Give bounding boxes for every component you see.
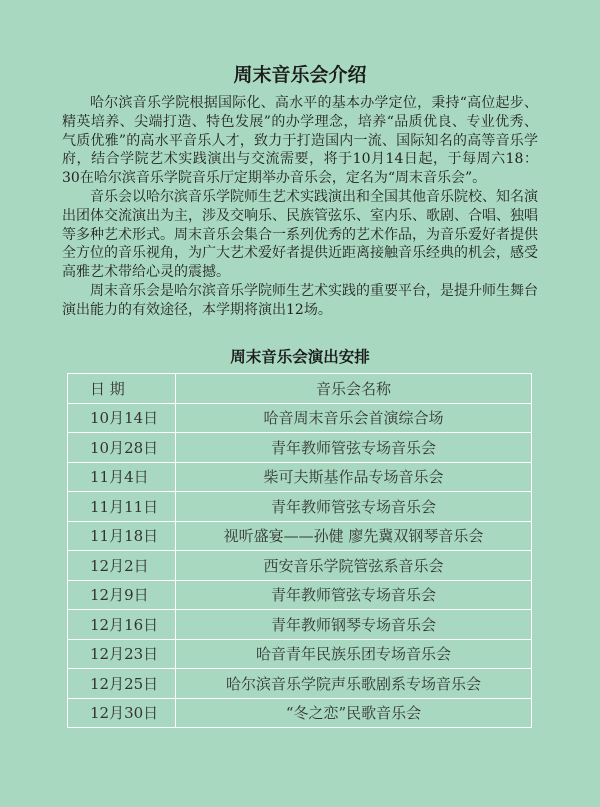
schedule-title: 周末音乐会演出安排 <box>230 348 370 366</box>
date-cell: 12月9日 <box>68 580 176 610</box>
table-row <box>68 669 532 699</box>
date-cell: 11月11日 <box>68 492 176 522</box>
date-cell: 12月25日 <box>68 669 176 699</box>
table-row <box>68 521 532 551</box>
concert-name-cell: “冬之恋”民歌音乐会 <box>176 698 532 728</box>
concert-name-cell: 青年教师钢琴专场音乐会 <box>176 610 532 640</box>
intro-section <box>62 94 538 320</box>
concert-name-cell: 青年教师管弦专场音乐会 <box>176 580 532 610</box>
table-row <box>68 462 532 492</box>
table-row <box>68 551 532 581</box>
table-header-name: 音乐会名称 <box>176 374 532 404</box>
concert-name-cell: 哈尔滨音乐学院声乐歌剧系专场音乐会 <box>176 669 532 699</box>
table-row <box>68 610 532 640</box>
concert-name-cell: 哈音青年民族乐团专场音乐会 <box>176 639 532 669</box>
concert-name-cell: 青年教师管弦专场音乐会 <box>176 433 532 463</box>
page-title: 周末音乐会介绍 <box>233 64 367 86</box>
concert-name-cell: 青年教师管弦专场音乐会 <box>176 492 532 522</box>
intro-paragraph: 周末音乐会是哈尔滨音乐学院师生艺术实践的重要平台，是提升师生舞台演出能力的有效途径，本学期将演出12场。 <box>62 282 538 318</box>
table-row <box>68 639 532 669</box>
table-row <box>68 492 532 522</box>
concert-name-cell: 柴可夫斯基作品专场音乐会 <box>176 462 532 492</box>
concert-name-cell: 哈音周末音乐会首演综合场 <box>176 403 532 433</box>
intro-paragraph: 音乐会以哈尔滨音乐学院师生艺术实践演出和全国其他音乐院校、知名演出团体交流演出为主，涉及交响乐、民族管弦乐、室内乐、歌剧、合唱、独唱等多种艺术形式。周末音乐会集合一系列优秀的艺术作品，为音乐爱好者提供全方位的音乐视角，为广大艺术爱好者提供近距离接触音乐经典的机会，感受高雅艺术带给心灵的震撼。 <box>62 188 538 281</box>
table-row <box>68 433 532 463</box>
table-header-row <box>68 374 532 404</box>
table-row <box>68 403 532 433</box>
date-cell: 10月28日 <box>68 433 176 463</box>
date-cell: 11月4日 <box>68 462 176 492</box>
date-cell: 12月23日 <box>68 639 176 669</box>
date-cell: 12月16日 <box>68 610 176 640</box>
table-row <box>68 698 532 728</box>
table-row <box>68 580 532 610</box>
intro-paragraph: 哈尔滨音乐学院根据国际化、高水平的基本办学定位，秉持“高位起步、精英培养、尖端打造、特色发展”的办学理念，培养“品质优良、专业优秀、气质优雅”的高水平音乐人才，致力于打造国内一流、国际知名的高等音乐学府，结合学院艺术实践演出与交流需要，将于10月14日起，于每周六18：30在哈尔滨音乐学院音乐厅定期举办音乐会，定名为“周末音乐会”。 <box>62 95 538 187</box>
date-cell: 12月2日 <box>68 551 176 581</box>
schedule-table <box>67 373 532 728</box>
table-header-date: 日 期 <box>68 374 176 404</box>
concert-name-cell: 视听盛宴——孙健 廖先冀双钢琴音乐会 <box>176 521 532 551</box>
date-cell: 11月18日 <box>68 521 176 551</box>
concert-name-cell: 西安音乐学院管弦系音乐会 <box>176 551 532 581</box>
date-cell: 10月14日 <box>68 403 176 433</box>
date-cell: 12月30日 <box>68 698 176 728</box>
